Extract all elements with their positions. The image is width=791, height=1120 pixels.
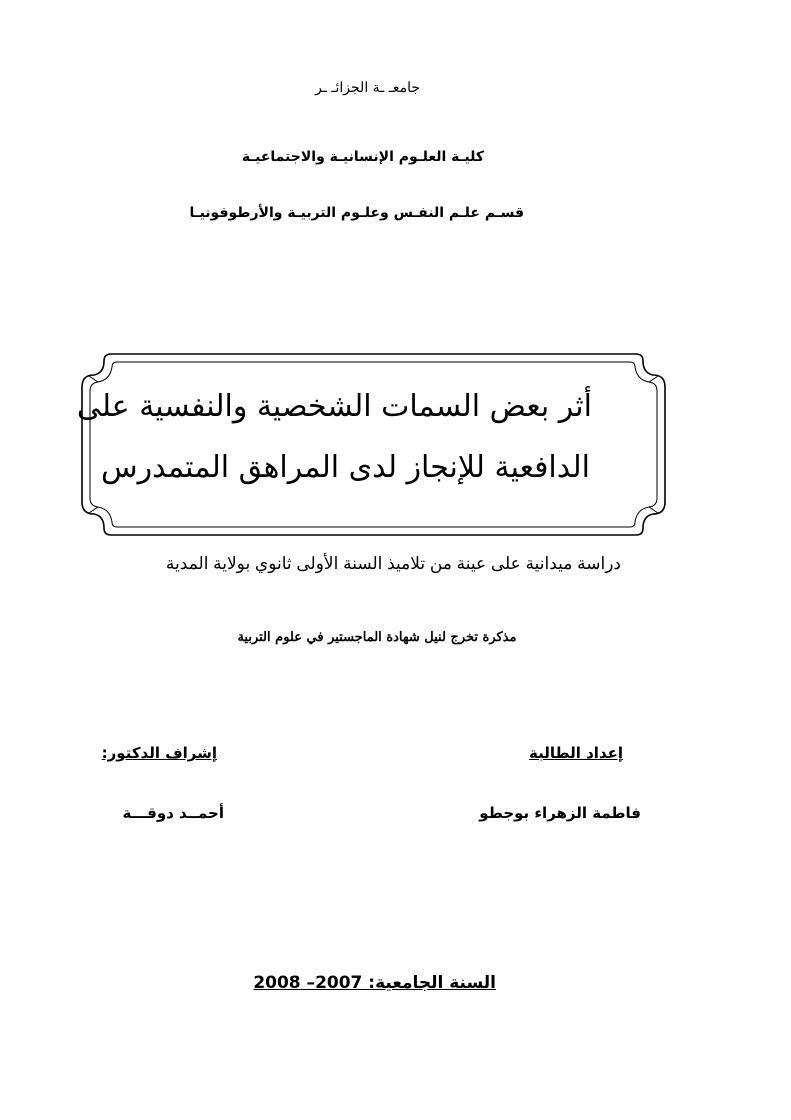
title-frame xyxy=(76,353,666,536)
supervisor-label: إشراف الدكتور: xyxy=(101,744,217,762)
faculty-name: كليـة العلـوم الإنسانيـة والاجتماعيـة xyxy=(241,149,484,165)
supervisor-name: أحمــد دوقـــة xyxy=(122,804,224,822)
academic-year: السنة الجامعية: 2007– 2008 xyxy=(253,973,496,993)
title-line-1: أثر بعض السمات الشخصية والنفسية على xyxy=(76,389,592,424)
thesis-statement: مذكرة تخرج لنيل شهادة الماجستير في علوم التربية xyxy=(237,630,517,645)
study-description: دراسة ميدانية على عينة من تلاميذ السنة الأولى ثانوي بولاية المدية xyxy=(165,554,621,573)
student-name: فاطمة الزهراء بوجطو xyxy=(479,804,641,822)
title-frame-border xyxy=(81,353,666,536)
student-label: إعداد الطالبة xyxy=(529,744,623,762)
department-name: قسـم علـم النفـس وعلـوم التربيـة والأرطوفونيـا xyxy=(189,205,524,221)
title-line-2: الدافعية للإنجاز لدى المراهق المتمدرس xyxy=(100,450,590,485)
university-name: جامعـ ـة الجزائـ ـر xyxy=(315,80,420,96)
